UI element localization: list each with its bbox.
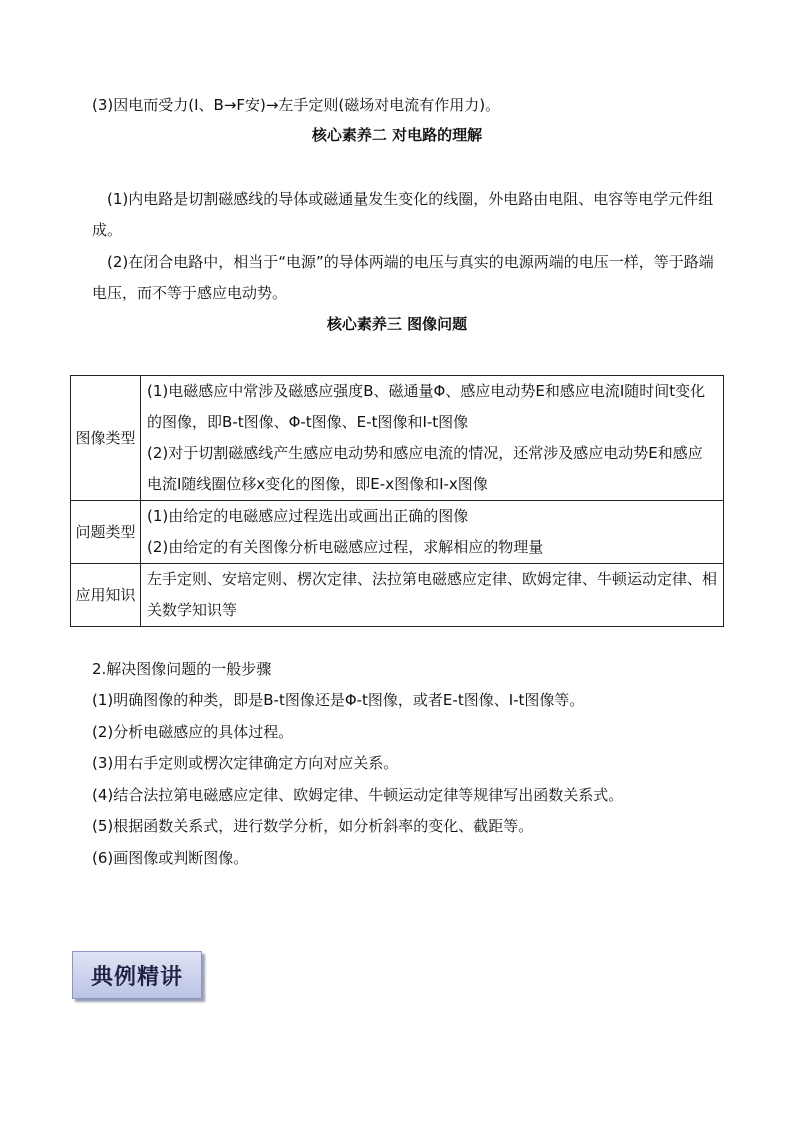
table-row-content (141, 501, 724, 564)
step-item: (3)用右手定则或楞次定律确定方向对应关系。 (92, 754, 399, 772)
intro-line: (3)因电而受力(I、B→F安)→左手定则(磁场对电流有作用力)。 (92, 96, 501, 114)
section-title-graphs: 核心素养三 图像问题 (326, 315, 468, 333)
table-row-header: 问题类型 (71, 501, 141, 564)
table-cell-line: (1)电磁感应中常涉及磁感应强度B、磁通量Φ、感应电动势E和感应电流I随时间t变化的图像，即B-t图像、Φ-t图像、E-t图像和I-t图像 (147, 382, 706, 431)
step-item: (1)明确图像的种类，即是B-t图像还是Φ-t图像，或者E-t图像、I-t图像等。 (92, 691, 585, 709)
table-row (71, 376, 724, 501)
graph-problem-table (70, 375, 724, 627)
step-item: (6)画图像或判断图像。 (92, 849, 249, 867)
table-row (71, 564, 724, 627)
table-row-header: 应用知识 (71, 564, 141, 627)
section-title-circuit: 核心素养二 对电路的理解 (311, 126, 483, 144)
paragraph-closed-circuit: (2)在闭合电路中，相当于“电源”的导体两端的电压与真实的电源两端的电压一样，等于路端电压，而不等于感应电动势。 (92, 253, 714, 302)
table-row-content (141, 564, 724, 627)
step-item: (2)分析电磁感应的具体过程。 (92, 723, 294, 741)
table-row (71, 501, 724, 564)
table-cell-line: 左手定则、安培定则、楞次定律、法拉第电磁感应定律、欧姆定律、牛顿运动定律、相关数学知识等 (147, 570, 718, 619)
table-cell-line: (1)由给定的电磁感应过程选出或画出正确的图像 (147, 507, 469, 525)
table-row-header: 图像类型 (71, 376, 141, 501)
table-cell-line: (2)对于切割磁感线产生感应电动势和感应电流的情况，还常涉及感应电动势E和感应电流I随线圈位移x变化的图像，即E-x图像和I-x图像 (147, 444, 703, 493)
step-item: (5)根据函数关系式，进行数学分析，如分析斜率的变化、截距等。 (92, 817, 534, 835)
paragraph-inner-circuit: (1)内电路是切割磁感线的导体或磁通量发生变化的线圈，外电路由电阻、电容等电学元件组成。 (92, 190, 714, 239)
table-cell-line: (2)由给定的有关图像分析电磁感应过程，求解相应的物理量 (147, 538, 544, 556)
steps-title: 2.解决图像问题的一般步骤 (92, 660, 272, 678)
table-row-content (141, 376, 724, 501)
step-item: (4)结合法拉第电磁感应定律、欧姆定律、牛顿运动定律等规律写出函数关系式。 (92, 786, 624, 804)
example-section-badge: 典例精讲 (72, 951, 202, 999)
